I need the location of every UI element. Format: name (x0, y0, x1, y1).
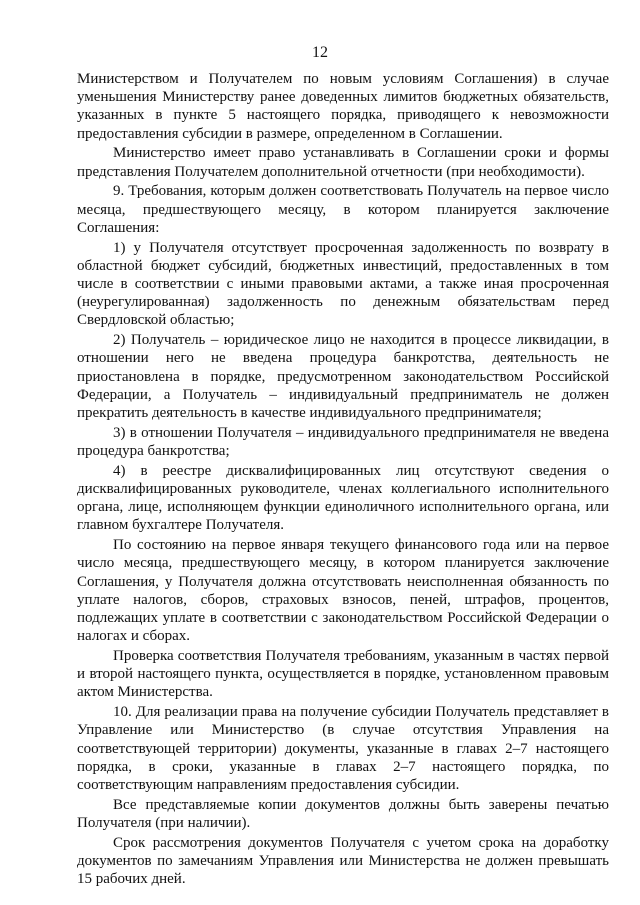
paragraph: 2) Получатель – юридическое лицо не находится в процессе ликвидации, в отношении него не введена процедура банкротства, деятельность не приостановлена в порядке, предусмотренном законодательством Российской Федерации, а Получатель – индивидуальный предприниматель не должен прекратить деятельность в качестве индивидуального предпринимателя; (77, 332, 609, 422)
paragraph: Все представляемые копии документов должны быть заверены печатью Получателя (при наличии). (77, 796, 609, 832)
paragraph: Проверка соответствия Получателя требованиям, указанным в частях первой и второй настоящего пункта, осуществляется в порядке, установленном правовым актом Министерства. (77, 648, 609, 701)
paragraph: 1) у Получателя отсутствует просроченная задолженность по возврату в областной бюджет субсидий, бюджетных инвестиций, предоставленных в том числе в соответствии с иными правовыми актами, а также иная просроченная (неурегулированная) задолженность по денежным обязательствам перед Свердловской областью; (77, 239, 609, 329)
page-number: 12 (312, 44, 328, 61)
paragraph: Срок рассмотрения документов Получателя с учетом срока на доработку документов по замечаниям Управления или Министерства не должен превышать 15 рабочих дней. (77, 834, 609, 888)
paragraph: 9. Требования, которым должен соответствовать Получатель на первое число месяца, предшествующего месяцу, в котором планируется заключение Соглашения: (77, 183, 609, 236)
paragraph: По состоянию на первое января текущего финансового года или на первое число месяца, предшествующего месяцу, в котором планируется заключение Соглашения, у Получателя должна отсутствовать неисполненная обязанность по уплате налогов, сборов, страховых взносов, пеней, штрафов, процентов, подлежащих уплате в соответствии с законодательством Российской Федерации о налогах и сборах. (77, 537, 609, 645)
paragraph: 10. Для реализации права на получение субсидии Получатель представляет в Управление или Министерство (в случае отсутствия Управления на соответствующей территории) документы, указанные в главах 2–7 настоящего порядка, в сроки, указанные в главах 2–7 настоящего порядка, по соответствующим направлениям предоставления субсидии. (77, 704, 609, 794)
document-body (77, 70, 609, 890)
paragraph: 3) в отношении Получателя – индивидуального предпринимателя не введена процедура банкротства; (77, 424, 609, 460)
paragraph: Министерство имеет право устанавливать в Соглашении сроки и формы представления Получателем дополнительной отчетности (при необходимости). (77, 145, 609, 180)
paragraph: Министерством и Получателем по новым условиям Соглашения) в случае уменьшения Министерству ранее доведенных лимитов бюджетных обязательств, указанных в пункте 5 настоящего порядка, приводящего к невозможности предоставления субсидии в размере, определенном в Соглашении. (77, 71, 609, 142)
paragraph: 4) в реестре дисквалифицированных лиц отсутствуют сведения о дисквалифицированных руководителе, членах коллегиального исполнительного органа, лице, исполняющем функции единоличного исполнительного органа, или главном бухгалтере Получателя. (77, 462, 609, 534)
